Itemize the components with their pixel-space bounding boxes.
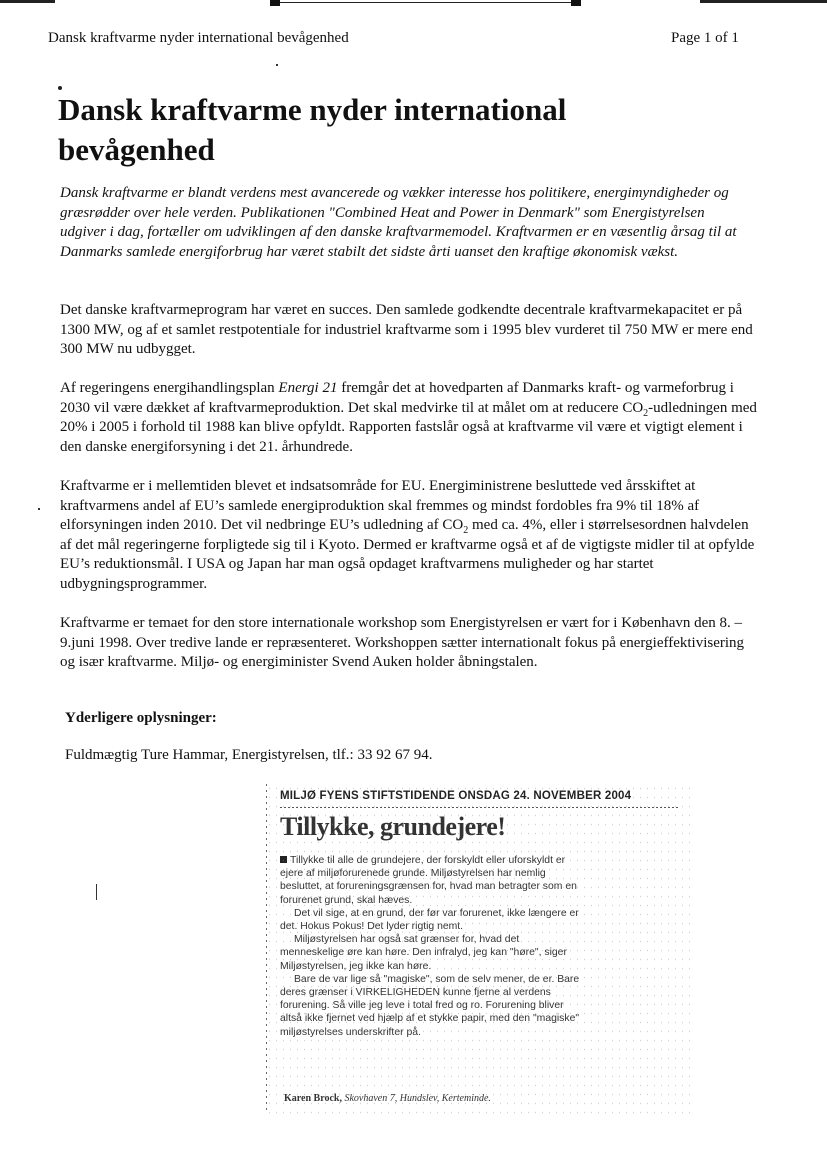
square-bullet-icon bbox=[280, 856, 287, 863]
article-paragraph-3 bbox=[60, 477, 760, 594]
subscript: 2 bbox=[643, 407, 649, 419]
subscript: 2 bbox=[463, 525, 469, 536]
running-header-title: Dansk kraftvarme nyder international bevågenhed bbox=[48, 30, 349, 46]
clipping-edge bbox=[266, 784, 267, 1114]
scan-border-mark bbox=[270, 0, 280, 6]
scan-border-segment bbox=[700, 0, 827, 3]
contact-line: Fuldmægtig Ture Hammar, Energistyrelsen, tlf.: 33 92 67 94. bbox=[65, 747, 433, 763]
paragraph-text: fremgår det at hovedparten af Danmarks kraft- og varmeforbrug i 2030 vil være dækket af kraftvarmeproduktion. Det skal medvirke til at målet om at reducere CO bbox=[60, 380, 734, 416]
paragraph-text: Af regeringens energihandlingsplan bbox=[60, 380, 279, 396]
scan-speck bbox=[96, 884, 97, 900]
clipping-header bbox=[280, 790, 680, 802]
clipping-paragraph-2: Det vil sige, at en grund, der før var forurenet, ikke længere er det. Hokus Pokus! Det lyder rigtig nemt. bbox=[280, 907, 579, 933]
scan-speck bbox=[38, 508, 40, 510]
article-title: Dansk kraftvarme nyder international bevågenhed bbox=[58, 92, 567, 167]
paragraph-text: -udledningen med 20% i 2005 i forhold til 1988 kan blive opfyldt. Rapporten fastslår også at kraftvarme vil være et vigtigt element i den danske energiforsyning i det 21. århundrede. bbox=[60, 399, 757, 455]
clipping-signature bbox=[284, 1093, 491, 1104]
paragraph-text: Kraftvarme er i mellemtiden blevet et indsatsområde for EU. Energiministrene besluttede ved årsskiftet at kraftvarmens andel af EU’s samlede energiproduktion skal fremmes og mindst fordobles fra 9% til 18% af elforsyningen inden 2010. Det vil nedbringe EU’s udledning af CO bbox=[60, 478, 700, 533]
article-paragraph-1: Det danske kraftvarmeprogram har været en succes. Den samlede godkendte decentrale kraftvarmekapacitet er på 1300 MW, og af et samlet restpotentiale for industriel kraftvarme som i 1995 blev vurderet til 750 MW er mere end 300 MW nu udbygget. bbox=[60, 302, 753, 357]
scan-border-segment bbox=[0, 0, 55, 3]
clipping-header-text: MILJØ FYENS STIFTSTIDENDE ONSDAG 24. NOVEMBER 2004 bbox=[280, 790, 632, 802]
plan-name: Energi 21 bbox=[278, 380, 338, 396]
signature-name: Karen Brock, bbox=[284, 1093, 342, 1104]
more-info-heading: Yderligere oplysninger: bbox=[65, 710, 217, 726]
clipping-title: Tillykke, grundejere! bbox=[280, 812, 506, 841]
page-number: Page 1 of 1 bbox=[671, 30, 739, 46]
clipping-paragraph-4: Bare de var lige så "magiske", som de selv mener, de er. Bare deres grænser i VIRKELIGHEDEN kunne fjerne al verdens forurening. Så ville jeg leve i total fred og ro. Forurening bliver altså ikke fjernet ved hjælp af et stykke papir, med den "magiske" miljøstyrelses underskrifter på. bbox=[280, 973, 580, 1038]
clipping-paragraph-3: Miljøstyrelsen har også sat grænser for, hvad det menneskelige øre kan høre. Den infralyd, jeg kan "høre", siger Miljøstyrelsen, jeg ikke kan høre. bbox=[280, 934, 567, 972]
scan-speck bbox=[276, 64, 278, 66]
clipping-rule bbox=[280, 807, 680, 808]
clipping-paragraph-1 bbox=[280, 854, 580, 907]
clipping-text: Tillykke til alle de grundejere, der forskyldt eller uforskyldt er ejere af miljøforurenede grunde. Miljøstyrelsen har nemlig besluttet, at forureningsgrænsen for, hvad man betragter som en forurenet grund, skal hæves. bbox=[280, 855, 577, 906]
newspaper-clipping bbox=[266, 784, 690, 1114]
paragraph-text: med ca. 4%, eller i størrelsesordnen halvdelen af det mål regeringerne forpligtede sig til i Kyoto. Dermed er kraftvarme også et af de vigtigste midler til at opfylde EU’s reduktionsmål. I USA og Japan har man også opdaget kraftvarmens muligheder og har startet udbygningsprogrammer. bbox=[60, 517, 755, 592]
article-paragraph-4: Kraftvarme er temaet for den store internationale workshop som Energistyrelsen er vært for i København den 8. – 9.juni 1998. Over tredive lande er repræsenteret. Workshoppen sætter internationalt fokus på energieffektivisering og især kraftvarme. Miljø- og energiminister Svend Auken holder åbningstalen. bbox=[60, 615, 745, 670]
scan-border-mark bbox=[571, 0, 581, 6]
scan-border-segment bbox=[270, 2, 580, 3]
clipping-body bbox=[280, 854, 580, 1039]
article-lead: Dansk kraftvarme er blandt verdens mest avancerede og vækker interesse hos politikere, energimyndigheder og græsrødder over hele verden. Publikationen "Combined Heat and Power in Denmark" som Energistyrelsen udgiver i dag, fortæller om udviklingen af den danske kraftvarmemodel. Kraftvarmen er en væsentlig årsag til at Danmarks samlede energiforbrug har været stabilt det sidste årti uanset den kraftige økonomisk vækst. bbox=[60, 185, 737, 260]
scan-top-border bbox=[0, 0, 827, 6]
article-paragraph-2 bbox=[60, 379, 760, 457]
signature-address: Skovhaven 7, Hundslev, Kerteminde. bbox=[341, 1093, 491, 1104]
